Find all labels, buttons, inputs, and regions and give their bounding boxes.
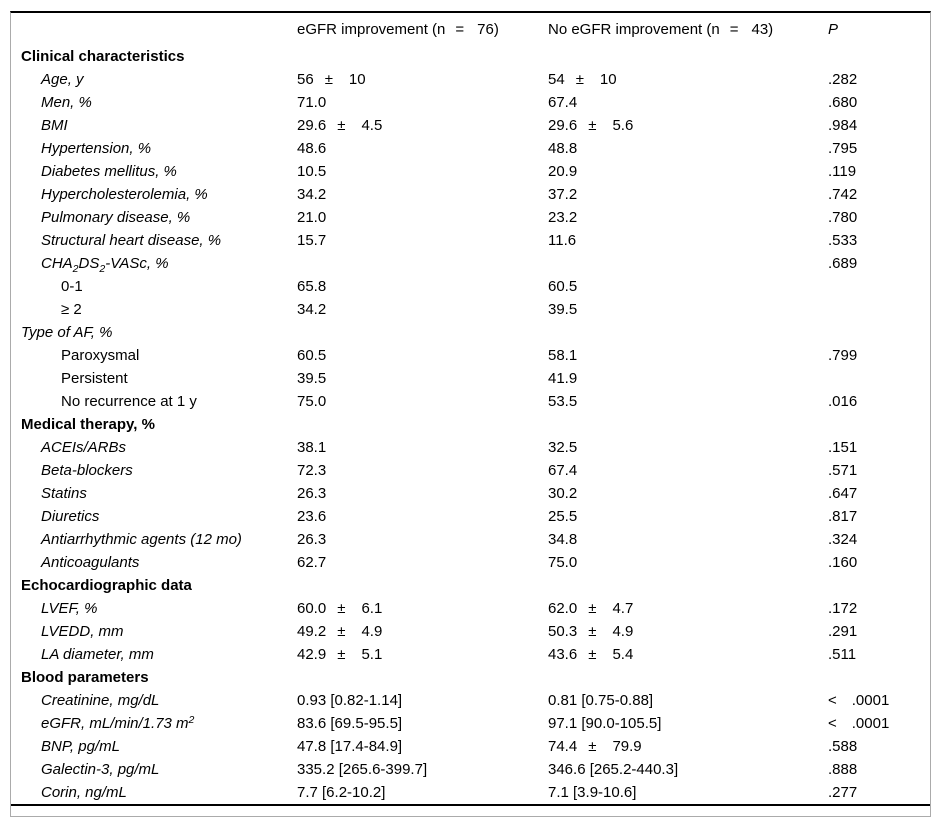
value-no-egfr-improvement: 50.3 ± 4.9 — [548, 623, 634, 640]
value-egfr-improvement: 65.8 — [297, 278, 327, 295]
row-label: LVEF, % — [41, 600, 98, 617]
plus-minus-sign: ± — [337, 646, 346, 663]
value-egfr-improvement: 62.7 — [297, 554, 327, 571]
value-egfr-improvement: 49.2 ± 4.9 — [297, 623, 383, 640]
plus-minus-sign: ± — [337, 600, 346, 617]
p-value: .324 — [828, 531, 858, 548]
row-label: Beta-blockers — [41, 462, 133, 479]
value-egfr-improvement — [297, 666, 548, 689]
value-egfr-improvement: 23.6 — [297, 508, 327, 525]
table-row — [11, 68, 930, 91]
p-value: .984 — [828, 117, 858, 134]
less-than-sign: < — [828, 692, 837, 709]
p-value: .172 — [828, 600, 858, 617]
p-value — [828, 298, 930, 321]
table-row — [11, 574, 930, 597]
row-label: LVEDD, mm — [41, 623, 124, 640]
p-value: .588 — [828, 738, 858, 755]
value-no-egfr-improvement — [548, 666, 828, 689]
table-row — [11, 597, 930, 620]
p-value: .571 — [828, 462, 858, 479]
value-egfr-improvement: 60.5 — [297, 347, 327, 364]
row-label: $CHA_2DS_2$-VASc, % — [41, 255, 169, 275]
row-label: BNP, pg/mL — [41, 738, 120, 755]
p-value — [828, 321, 930, 344]
table-row — [11, 252, 930, 275]
clinical-characteristics-table — [11, 13, 930, 806]
value-no-egfr-improvement — [548, 45, 828, 68]
value-no-egfr-improvement — [548, 321, 828, 344]
table-row — [11, 505, 930, 528]
row-label: No recurrence at 1 y — [61, 393, 197, 410]
table-row — [11, 321, 930, 344]
plus-minus-sign: ± — [588, 623, 597, 640]
value-no-egfr-improvement: 60.5 — [548, 278, 578, 295]
table-row — [11, 344, 930, 367]
value-no-egfr-improvement: 48.8 — [548, 140, 578, 157]
header-row — [11, 13, 930, 45]
table-row — [11, 712, 930, 735]
table-row — [11, 459, 930, 482]
p-value — [828, 45, 930, 68]
table-row — [11, 758, 930, 781]
table-row — [11, 620, 930, 643]
value-no-egfr-improvement: 58.1 — [548, 347, 578, 364]
value-no-egfr-improvement: 20.9 — [548, 163, 578, 180]
p-value: .795 — [828, 140, 858, 157]
row-label: Galectin-3, pg/mL — [41, 761, 160, 778]
value-no-egfr-improvement: 37.2 — [548, 186, 578, 203]
header-empty-cell — [11, 13, 297, 45]
row-label: Pulmonary disease, % — [41, 209, 191, 226]
value-no-egfr-improvement: 29.6 ± 5.6 — [548, 117, 634, 134]
value-no-egfr-improvement: 97.1 [90.0-105.5] — [548, 715, 662, 732]
value-egfr-improvement — [297, 45, 548, 68]
header-group-egfr-improvement: eGFR improvement (n = 76) — [297, 20, 499, 38]
plus-minus-sign: ± — [324, 71, 333, 88]
p-value: .647 — [828, 485, 858, 502]
table-row — [11, 390, 930, 413]
value-egfr-improvement: 7.7 [6.2-10.2] — [297, 784, 386, 801]
value-no-egfr-improvement: 67.4 — [548, 462, 578, 479]
row-label: Hypercholesterolemia, % — [41, 186, 208, 203]
table-row — [11, 482, 930, 505]
p-value: .817 — [828, 508, 858, 525]
table-row — [11, 735, 930, 758]
row-label: Anticoagulants — [41, 554, 140, 571]
value-no-egfr-improvement: 39.5 — [548, 301, 578, 318]
row-label: Statins — [41, 485, 87, 502]
table-row — [11, 114, 930, 137]
value-egfr-improvement: 83.6 [69.5-95.5] — [297, 715, 403, 732]
row-label: Diuretics — [41, 508, 100, 525]
p-value: .680 — [828, 94, 858, 111]
value-egfr-improvement: 29.6 ± 4.5 — [297, 117, 383, 134]
p-value: .742 — [828, 186, 858, 203]
row-label: Men, % — [41, 94, 92, 111]
table-row — [11, 91, 930, 114]
table-row — [11, 643, 930, 666]
p-value: .689 — [828, 255, 858, 272]
value-egfr-improvement: 47.8 [17.4-84.9] — [297, 738, 403, 755]
plus-minus-sign: ± — [575, 71, 584, 88]
p-value: .511 — [828, 646, 857, 663]
row-label: Creatinine, mg/dL — [41, 692, 160, 709]
plus-minus-sign: ± — [588, 646, 597, 663]
value-egfr-improvement: 60.0 ± 6.1 — [297, 600, 383, 617]
value-no-egfr-improvement — [548, 574, 828, 597]
value-egfr-improvement: 71.0 — [297, 94, 327, 111]
value-egfr-improvement — [297, 252, 548, 275]
value-egfr-improvement: 15.7 — [297, 232, 327, 249]
value-no-egfr-improvement: 41.9 — [548, 370, 578, 387]
table-row — [11, 206, 930, 229]
value-no-egfr-improvement: 0.81 [0.75-0.88] — [548, 692, 654, 709]
value-no-egfr-improvement: 32.5 — [548, 439, 578, 456]
value-egfr-improvement: 34.2 — [297, 186, 327, 203]
table-row — [11, 367, 930, 390]
p-value: .291 — [828, 623, 858, 640]
equals-sign: = — [455, 20, 465, 38]
table-body — [11, 45, 930, 805]
p-value: .799 — [828, 347, 858, 364]
row-label: ≥ 2 — [61, 301, 82, 318]
value-egfr-improvement: 39.5 — [297, 370, 327, 387]
row-label: Clinical characteristics — [21, 48, 185, 65]
value-no-egfr-improvement: 54 ± 10 — [548, 71, 617, 88]
value-egfr-improvement: 26.3 — [297, 485, 327, 502]
less-than-sign: < — [828, 715, 837, 732]
value-no-egfr-improvement: 67.4 — [548, 94, 578, 111]
table-row — [11, 298, 930, 321]
row-label: Paroxysmal — [61, 347, 140, 364]
value-no-egfr-improvement: 75.0 — [548, 554, 578, 571]
p-value: .016 — [828, 393, 858, 410]
table-figure — [10, 11, 931, 817]
value-egfr-improvement: 56 ± 10 — [297, 71, 366, 88]
p-value: .533 — [828, 232, 858, 249]
table-row — [11, 160, 930, 183]
value-egfr-improvement — [297, 574, 548, 597]
value-no-egfr-improvement: 23.2 — [548, 209, 578, 226]
p-value: .151 — [828, 439, 858, 456]
row-label: Antiarrhythmic agents (12 mo) — [41, 531, 242, 548]
table-row — [11, 183, 930, 206]
table-header — [11, 13, 930, 45]
value-no-egfr-improvement: 346.6 [265.2-440.3] — [548, 761, 679, 778]
value-egfr-improvement: 75.0 — [297, 393, 327, 410]
value-egfr-improvement: 34.2 — [297, 301, 327, 318]
value-no-egfr-improvement — [548, 252, 828, 275]
value-no-egfr-improvement — [548, 413, 828, 436]
value-no-egfr-improvement: 62.0 ± 4.7 — [548, 600, 634, 617]
value-no-egfr-improvement: 53.5 — [548, 393, 578, 410]
value-egfr-improvement: 72.3 — [297, 462, 327, 479]
table-row — [11, 689, 930, 712]
header-p-value: P — [828, 20, 839, 38]
value-egfr-improvement: 10.5 — [297, 163, 327, 180]
value-no-egfr-improvement: 30.2 — [548, 485, 578, 502]
p-value — [828, 275, 930, 298]
table-row — [11, 436, 930, 459]
value-no-egfr-improvement: 25.5 — [548, 508, 578, 525]
row-label: BMI — [41, 117, 68, 134]
table-row — [11, 229, 930, 252]
table-row — [11, 551, 930, 574]
value-no-egfr-improvement: 7.1 [3.9-10.6] — [548, 784, 637, 801]
header-group-no-egfr-improvement: No eGFR improvement (n = 43) — [548, 20, 774, 38]
row-label: ACEIs/ARBs — [41, 439, 127, 456]
row-label: Medical therapy, % — [21, 416, 155, 433]
value-egfr-improvement: 48.6 — [297, 140, 327, 157]
p-value: .160 — [828, 554, 858, 571]
p-value: .888 — [828, 761, 858, 778]
p-value — [828, 666, 930, 689]
row-label: Structural heart disease, % — [41, 232, 222, 249]
row-label: Diabetes mellitus, % — [41, 163, 177, 180]
plus-minus-sign: ± — [337, 117, 346, 134]
value-no-egfr-improvement: 11.6 — [548, 232, 577, 249]
table-row — [11, 781, 930, 805]
row-label: Hypertension, % — [41, 140, 152, 157]
value-egfr-improvement: 335.2 [265.6-399.7] — [297, 761, 428, 778]
value-egfr-improvement: 42.9 ± 5.1 — [297, 646, 383, 663]
table-row — [11, 275, 930, 298]
equals-sign: = — [729, 20, 739, 38]
p-value — [828, 367, 930, 390]
plus-minus-sign: ± — [588, 738, 597, 755]
row-label: Type of AF, % — [21, 324, 113, 341]
p-value: .277 — [828, 784, 858, 801]
p-value — [828, 574, 930, 597]
value-egfr-improvement: 21.0 — [297, 209, 327, 226]
p-value: .282 — [828, 71, 858, 88]
p-value: .119 — [828, 163, 857, 180]
p-value: .780 — [828, 209, 858, 226]
table-row — [11, 45, 930, 68]
row-label: Echocardiographic data — [21, 577, 192, 594]
table-row — [11, 137, 930, 160]
row-label: LA diameter, mm — [41, 646, 154, 663]
row-label: Persistent — [61, 370, 128, 387]
row-label: Blood parameters — [21, 669, 149, 686]
p-value: < .0001 — [828, 692, 890, 709]
table-row — [11, 528, 930, 551]
plus-minus-sign: ± — [337, 623, 346, 640]
value-no-egfr-improvement: 43.6 ± 5.4 — [548, 646, 634, 663]
p-value — [828, 413, 930, 436]
plus-minus-sign: ± — [588, 600, 597, 617]
value-no-egfr-improvement: 34.8 — [548, 531, 578, 548]
plus-minus-sign: ± — [588, 117, 597, 134]
row-label: Corin, ng/mL — [41, 784, 127, 801]
row-label: eGFR, mL/min/1.73 $m^2$ — [41, 714, 195, 732]
row-label: Age, y — [41, 71, 84, 88]
value-egfr-improvement: 26.3 — [297, 531, 327, 548]
value-egfr-improvement: 38.1 — [297, 439, 327, 456]
table-row — [11, 666, 930, 689]
row-label: 0-1 — [61, 278, 83, 295]
p-value: < .0001 — [828, 715, 890, 732]
value-egfr-improvement — [297, 321, 548, 344]
value-egfr-improvement — [297, 413, 548, 436]
value-egfr-improvement: 0.93 [0.82-1.14] — [297, 692, 403, 709]
table-row — [11, 413, 930, 436]
value-no-egfr-improvement: 74.4 ± 79.9 — [548, 738, 642, 755]
